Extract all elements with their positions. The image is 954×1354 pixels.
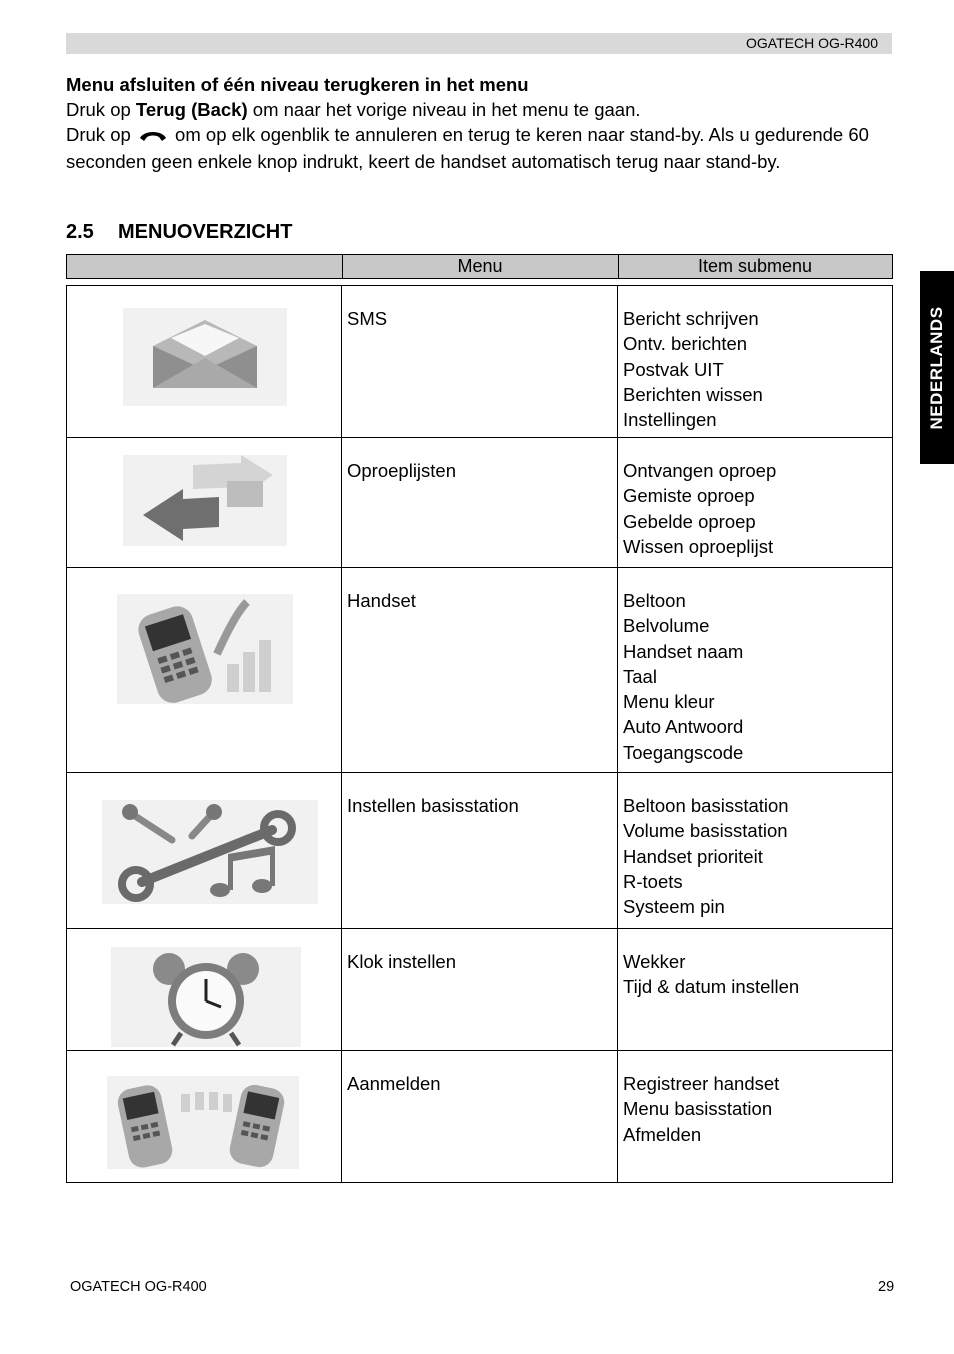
envelope-icon	[123, 308, 287, 406]
intro-text: Druk op	[66, 124, 136, 145]
header-menu-col: Menu	[342, 255, 619, 278]
list-item: Gebelde oproep	[623, 510, 756, 532]
list-item: Postvak UIT	[623, 358, 724, 380]
table-row	[66, 285, 893, 438]
submenu-list	[618, 773, 892, 928]
list-item: Tijd & datum instellen	[623, 976, 800, 998]
section-number: 2.5	[66, 221, 94, 243]
list-item: Beltoon basisstation	[623, 795, 789, 816]
list-item: Ontv. berichten	[623, 333, 748, 355]
menu-name: Instellen basisstation	[342, 773, 618, 928]
two-phones-icon	[107, 1076, 299, 1169]
menu-name: Handset	[342, 568, 618, 772]
list-item: Afmelden	[623, 1123, 702, 1145]
icon-cell	[67, 438, 342, 567]
table-row	[66, 568, 893, 773]
list-item: Wekker	[623, 951, 686, 972]
list-item: Gemiste oproep	[623, 485, 755, 507]
icon-cell	[67, 568, 342, 772]
tools-music-icon	[102, 800, 318, 904]
intro-text: om op elk ogenblik te annuleren en terug te keren naar stand-by. Als u gedurende 60 seconden geen enkele knop indrukt, keert de handset automatisch terug naar stand-by.	[66, 124, 869, 172]
back-key-label: Terug (Back)	[135, 99, 248, 120]
list-item: Toegangscode	[623, 741, 744, 763]
list-item: R-toets	[623, 870, 683, 892]
header-icon-col	[67, 255, 343, 278]
submenu-list	[618, 929, 892, 1050]
header-submenu-col: Item submenu	[697, 256, 813, 276]
header-model: OGATECH OG-R400	[746, 35, 878, 51]
icon-cell	[67, 929, 342, 1050]
submenu-list	[618, 438, 892, 567]
icon-cell	[67, 773, 342, 928]
menu-name: Klok instellen	[342, 929, 618, 1050]
list-item: Handset naam	[623, 640, 744, 662]
language-tab	[920, 271, 954, 464]
table-row	[66, 929, 893, 1051]
hangup-phone-icon	[138, 124, 168, 149]
page-number: 29	[878, 1279, 895, 1295]
list-item: Instellingen	[623, 409, 717, 431]
intro-text: Druk op	[66, 99, 136, 120]
list-item: Beltoon	[623, 590, 686, 611]
alarm-clock-icon	[111, 947, 301, 1047]
menu-name: Aanmelden	[342, 1051, 618, 1182]
list-item: Wissen oproeplijst	[623, 535, 774, 557]
icon-cell	[67, 1051, 342, 1182]
list-item: Bericht schrijven	[623, 308, 759, 329]
header-bar	[66, 33, 892, 54]
intro-line-cancel	[66, 122, 896, 174]
list-item: Menu basisstation	[623, 1098, 773, 1120]
submenu-list	[618, 1051, 892, 1182]
menu-name: Oproeplijsten	[342, 438, 618, 567]
list-item: Volume basisstation	[623, 820, 788, 842]
call-arrows-icon	[123, 455, 287, 546]
language-tab-label: NEDERLANDS	[927, 305, 946, 430]
intro-line-back	[66, 97, 896, 122]
submenu-list	[618, 286, 892, 437]
list-item: Menu kleur	[623, 691, 715, 713]
section-title: MENUOVERZICHT	[118, 221, 293, 243]
list-item: Taal	[623, 665, 657, 687]
table-row	[66, 438, 893, 568]
intro-title: Menu afsluiten of één niveau terugkeren in het menu	[66, 74, 529, 95]
table-row	[66, 1051, 893, 1183]
icon-cell	[67, 286, 342, 437]
list-item: Registreer handset	[623, 1073, 780, 1094]
list-item: Berichten wissen	[623, 383, 763, 405]
intro-text: om naar het vorige niveau in het menu te gaan.	[247, 99, 641, 120]
submenu-list	[618, 568, 892, 772]
mobile-phone-icon	[117, 594, 293, 704]
intro-block	[66, 72, 896, 174]
section-heading	[66, 221, 292, 244]
menu-name: SMS	[342, 286, 618, 437]
footer-model: OGATECH OG-R400	[70, 1279, 207, 1295]
table-header	[66, 254, 893, 279]
list-item: Systeem pin	[623, 896, 725, 918]
list-item: Belvolume	[623, 615, 710, 637]
list-item: Auto Antwoord	[623, 716, 744, 738]
list-item: Handset prioriteit	[623, 845, 763, 867]
table-row	[66, 773, 893, 929]
list-item: Ontvangen oproep	[623, 460, 777, 481]
